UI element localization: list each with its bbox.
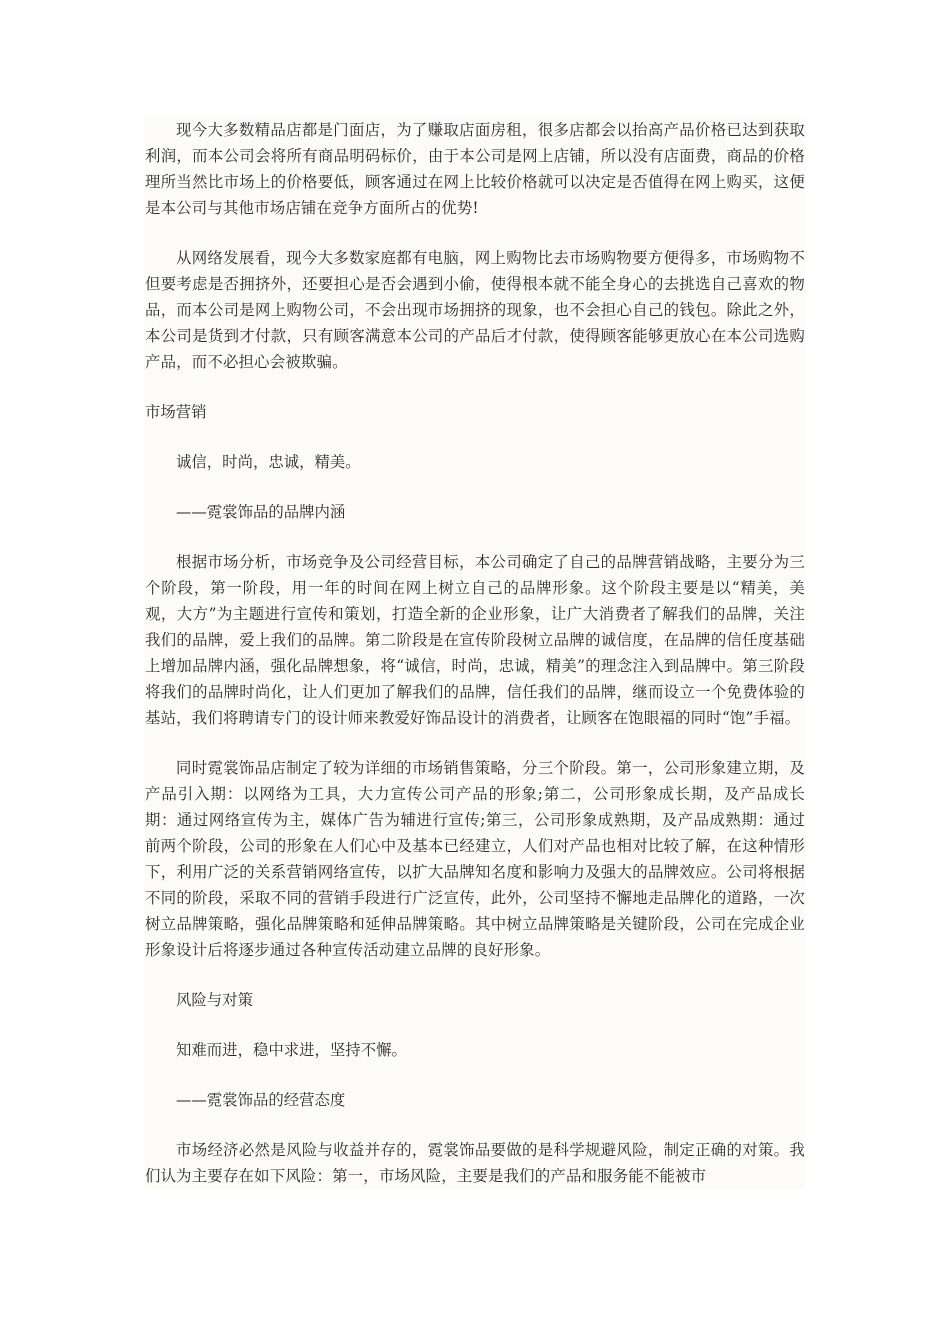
spacer [145,1013,805,1037]
spacer [145,1063,805,1087]
section-heading-marketing: 市场营销 [145,403,207,421]
spacer [145,221,805,245]
document-body [145,117,805,1189]
spacer [145,1113,805,1137]
risk-motto: 知难而进，稳中求进，坚持不懈。 [176,1041,407,1059]
spacer [145,475,805,499]
spacer [145,525,805,549]
spacer [145,425,805,449]
spacer [145,731,805,755]
spacer [145,963,805,987]
spacer [145,375,805,399]
paragraph-brand-strategy: 根据市场分析，市场竞争及公司经营目标，本公司确定了自己的品牌营销战略，主要分为三个阶段，第一阶段，用一年的时间在网上树立自己的品牌形象。这个阶段主要是以“精美，美观，大方”为主题进行宣传和策划，打造全新的企业形象，让广大消费者了解我们的品牌，关注我们的品牌，爱上我们的品牌。第二阶段是在宣传阶段树立品牌的诚信度，在品牌的信任度基础上增加品牌内涵，强化品牌想象，将“诚信，时尚，忠诚，精美”的理念注入到品牌中。第三阶段将我们的品牌时尚化，让人们更加了解我们的品牌，信任我们的品牌，继而设立一个免费体验的基站，我们将聘请专门的设计师来教爱好饰品设计的消费者，让顾客在饱眼福的同时“饱”手福。 [145,553,805,727]
marketing-motto-attribution: ——霓裳饰品的品牌内涵 [176,503,346,521]
paragraph-price-advantage: 现今大多数精品店都是门面店，为了赚取店面房租，很多店都会以抬高产品价格已达到获取利润，而本公司会将所有商品明码标价，由于本公司是网上店铺，所以没有店面费，商品的价格理所当然比市场上的价格要低，顾客通过在网上比较价格就可以决定是否值得在网上购买，这便是本公司与其他市场店铺在竞争方面所占的优势! [145,121,805,217]
paragraph-sales-strategy: 同时霓裳饰品店制定了较为详细的市场销售策略，分三个阶段。第一，公司形象建立期，及产品引入期：以网络为工具，大力宣传公司产品的形象;第二，公司形象成长期，及产品成长期：通过网络宣传为主，媒体广告为辅进行宣传;第三，公司形象成熟期，及产品成熟期：通过前两个阶段，公司的形象在人们心中及基本已经建立，人们对产品也相对比较了解，在这种情形下，利用广泛的关系营销网络宣传，以扩大品牌知名度和影响力及强大的品牌效应。公司将根据不同的阶段，采取不同的营销手段进行广泛宣传，此外，公司坚持不懈地走品牌化的道路，一次树立品牌策略，强化品牌策略和延伸品牌策略。其中树立品牌策略是关键阶段，公司在完成企业形象设计后将逐步通过各种宣传活动建立品牌的良好形象。 [145,759,805,959]
section-heading-risk: 风险与对策 [176,991,253,1009]
risk-motto-attribution: ——霓裳饰品的经营态度 [176,1091,346,1109]
paragraph-online-shopping-advantage: 从网络发展看，现今大多数家庭都有电脑，网上购物比去市场购物要方便得多，市场购物不但要考虑是否拥挤外，还要担心是否会遇到小偷，使得根本就不能全身心的去挑选自己喜欢的物品，而本公司是网上购物公司，不会出现市场拥挤的现象，也不会担心自己的钱包。除此之外，本公司是货到才付款，只有顾客满意本公司的产品后才付款，使得顾客能够更放心在本公司选购产品，而不必担心会被欺骗。 [145,249,805,371]
paragraph-risk-analysis: 市场经济必然是风险与收益并存的，霓裳饰品要做的是科学规避风险，制定正确的对策。我们认为主要存在如下风险：第一，市场风险，主要是我们的产品和服务能不能被市 [145,1141,805,1185]
marketing-motto: 诚信，时尚，忠诚，精美。 [176,453,361,471]
